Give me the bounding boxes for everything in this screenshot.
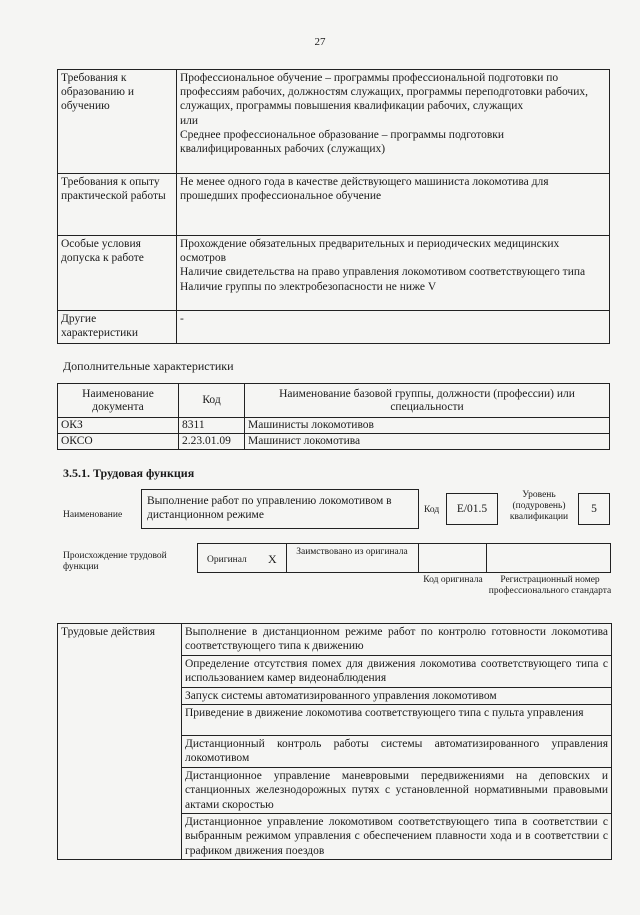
action-item: Дистанционное управление локомотивом соответствующего типа в соответствии с выбранным режимом управления с обеспечением плавности хода и в соответствии с графиком движения поездов (182, 814, 612, 860)
row-value (177, 174, 610, 236)
action-item: Определение отсутствия помех для движения локомотива соответствующего типа с использованием камер видеонаблюдения (182, 656, 612, 688)
original-label: Оригинал (207, 555, 247, 565)
table-cell: Машинисты локомотивов (245, 418, 610, 434)
function-name-value: Выполнение работ по управлению локомотивом в дистанционном режиме (147, 495, 392, 521)
action-item: Выполнение в дистанционном режиме работ по контролю готовности локомотива соответствующего типа к движению (182, 624, 612, 656)
reg-caption: Регистрационный номер профессионального стандарта (488, 575, 612, 596)
row-label: Другие характеристики (58, 311, 177, 344)
name-label: Наименование (63, 510, 123, 520)
divider (418, 543, 419, 573)
additional-table (57, 383, 610, 450)
table-cell: 2.23.01.09 (179, 434, 245, 450)
borrowed-label: Заимствовано из оригинала (296, 547, 408, 557)
table-row (58, 174, 610, 236)
table-row (58, 624, 612, 656)
divider (486, 543, 487, 573)
origin-label: Происхождение трудовой функции (63, 551, 167, 572)
value-line: Профессиональное обучение – программы профессиональной подготовки по профессиям рабочих, должностям служащих, программы переподготовки рабочих, служащих, программы повышения квалификации рабочих, служащих (180, 72, 588, 113)
row-value (177, 311, 610, 344)
table-row (58, 418, 610, 434)
origin-box (197, 543, 611, 573)
value-line: Прохождение обязательных предварительных и периодических медицинских осмотров (180, 238, 560, 265)
value-line: Наличие свидетельства на право управления локомотивом соответствующего типа (180, 266, 586, 279)
level-value: 5 (591, 503, 597, 515)
row-value (177, 70, 610, 174)
value-line: Наличие группы по электробезопасности не ниже V (180, 280, 437, 293)
table-cell: 8311 (179, 418, 245, 434)
table-cell: ОКЗ (58, 418, 179, 434)
value-line: Не менее одного года в качестве действующего машиниста локомотива для прошедших профессиональное обучение (180, 176, 549, 203)
value-line: - (180, 313, 184, 325)
table-row (58, 70, 610, 174)
table-row (58, 434, 610, 450)
level-box (578, 493, 610, 525)
column-header: Наименование документа (58, 384, 179, 418)
additional-title: Дополнительные характеристики (63, 359, 234, 373)
row-label: Особые условия допуска к работе (58, 236, 177, 311)
code-caption: Код оригинала (423, 575, 483, 585)
action-item: Приведение в движение локомотива соответствующего типа с пульта управления (182, 705, 612, 736)
value-line: Среднее профессиональное образование – программы подготовки квалифицированных рабочих (служащих) (180, 128, 505, 156)
function-name-box (141, 489, 419, 529)
code-label: Код (424, 505, 440, 515)
column-header: Наименование базовой группы, должности (профессии) или специальности (245, 384, 610, 418)
action-item: Дистанционный контроль работы системы автоматизированного управления локомотивом (182, 736, 612, 768)
row-label: Требования к образованию и обучению (58, 70, 177, 174)
table-row (58, 311, 610, 344)
row-label: Требования к опыту практической работы (58, 174, 177, 236)
actions-label: Трудовые действия (58, 624, 182, 860)
table-cell: ОКСО (58, 434, 179, 450)
row-value (177, 236, 610, 311)
table-header-row (58, 384, 610, 418)
table-cell: Машинист локомотива (245, 434, 610, 450)
code-box (446, 493, 498, 525)
level-label: Уровень (подуровень) квалификации (509, 490, 569, 522)
requirements-table (57, 69, 610, 344)
action-item: Запуск системы автоматизированного управления локомотивом (182, 688, 612, 705)
original-mark: X (268, 552, 277, 566)
code-value: E/01.5 (456, 503, 488, 515)
value-line: или (180, 114, 199, 127)
page-number: 27 (314, 36, 326, 48)
divider (286, 543, 287, 573)
table-row (58, 236, 610, 311)
column-header: Код (179, 384, 245, 418)
section-title: 3.5.1. Трудовая функция (63, 466, 195, 480)
actions-table (57, 623, 612, 860)
action-item: Дистанционное управление маневровыми передвижениями на деповских и станционных железнодорожных путях с установленной нормативными правовыми актами скоростью (182, 768, 612, 814)
